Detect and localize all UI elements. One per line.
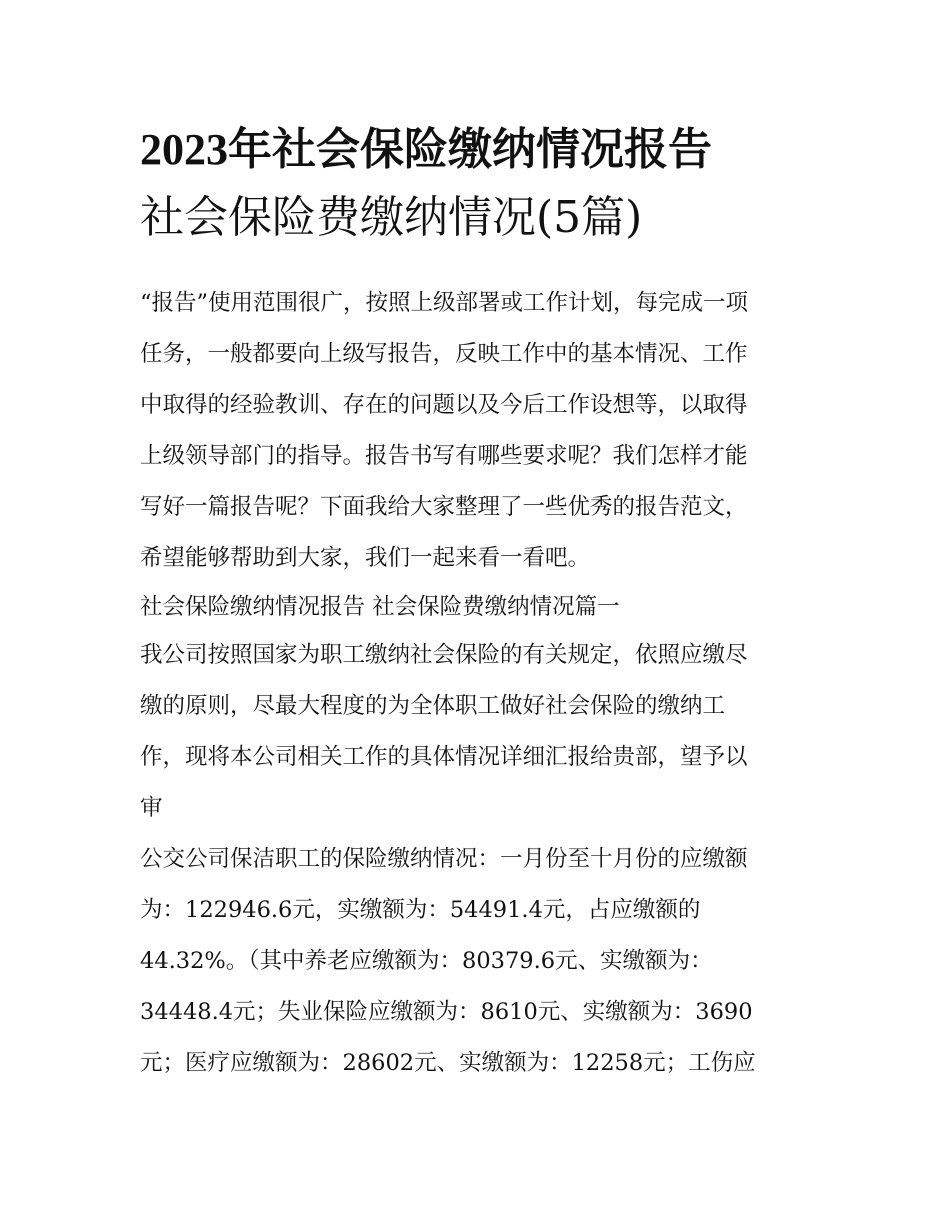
intro-line: 中取得的经验教训、存在的问题以及今后工作设想等，以取得 xyxy=(140,392,748,418)
intro-line: 写好一篇报告呢？下面我给大家整理了一些优秀的报告范文， xyxy=(140,494,748,520)
intro-line: 上级领导部门的指导。报告书写有哪些要求呢？我们怎样才能 xyxy=(140,443,748,469)
paragraph-1-line: 作，现将本公司相关工作的具体情况详细汇报给贵部，望予以 xyxy=(140,744,748,770)
paragraph-1-line: 审 xyxy=(140,795,163,821)
paragraph-2-line: 元；医疗应缴额为：28602元、实缴额为：12258元；工伤应 xyxy=(140,1050,756,1076)
paragraph-2-line: 44.32%。（其中养老应缴额为：80379.6元、实缴额为： xyxy=(140,948,713,974)
title-line-1 xyxy=(140,116,840,184)
document-body xyxy=(140,278,820,1089)
paragraph-1-line: 缴的原则，尽最大程度的为全体职工做好社会保险的缴纳工 xyxy=(140,693,726,719)
intro-line: “报告”使用范围很广，按照上级部署或工作计划，每完成一项 xyxy=(140,290,749,316)
title-line-2 xyxy=(140,184,840,252)
paragraph-2-line: 为：122946.6元，实缴额为：54491.4元，占应缴额的 xyxy=(140,897,701,923)
title-line-2-text: 社会保险费缴纳情况(5篇) xyxy=(140,192,643,243)
intro-line: 希望能够帮助到大家，我们一起来看一看吧。 xyxy=(140,545,591,571)
document-title xyxy=(140,116,840,252)
section-heading: 社会保险缴纳情况报告 社会保险费缴纳情况篇一 xyxy=(140,594,620,620)
paragraph-2-line: 公交公司保洁职工的保险缴纳情况：一月份至十月份的应缴额 xyxy=(140,846,748,872)
title-line-1-text: 2023年社会保险缴纳情况报告 xyxy=(140,125,712,174)
intro-line: 任务，一般都要向上级写报告，反映工作中的基本情况、工作 xyxy=(140,341,748,367)
paragraph-1-line: 我公司按照国家为职工缴纳社会保险的有关规定，依照应缴尽 xyxy=(140,642,748,668)
paragraph-2-line: 34448.4元；失业保险应缴额为：8610元、实缴额为：3690 xyxy=(140,999,753,1025)
